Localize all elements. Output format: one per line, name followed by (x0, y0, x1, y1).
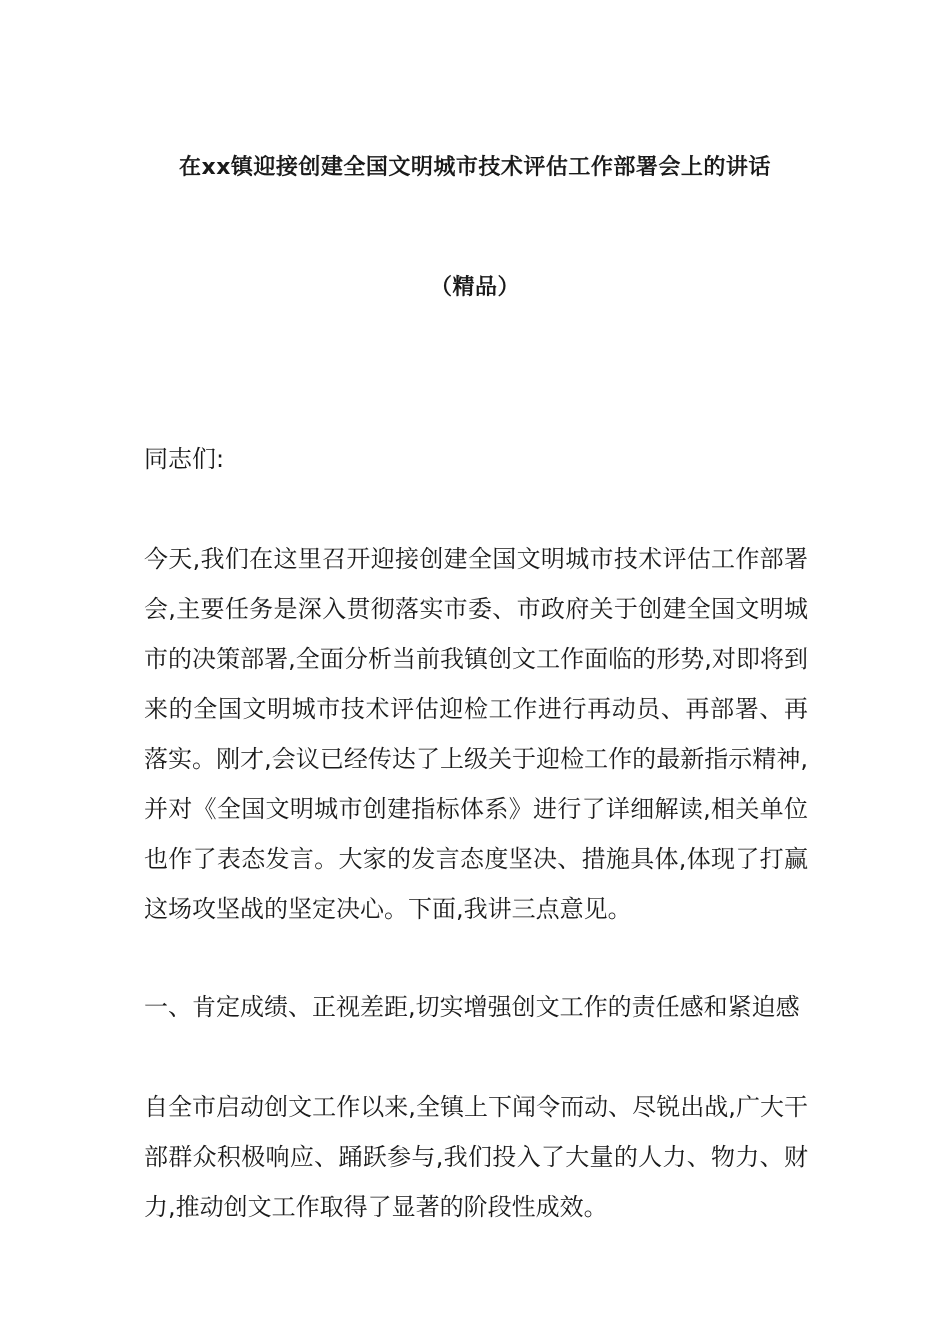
paragraph-section-1: 自全市启动创文工作以来,全镇上下闻令而动、尽锐出战,广大干部群众积极响应、踊跃参与,我们投入了大量的人力、物力、财力,推动创文工作取得了显著的阶段性成效。 (144, 1093, 808, 1221)
document-title: 在xx镇迎接创建全国文明城市技术评估工作部署会上的讲话 (179, 155, 771, 180)
paragraph-opening: 今天,我们在这里召开迎接创建全国文明城市技术评估工作部署会,主要任务是深入贯彻落实市委、市政府关于创建全国文明城市的决策部署,全面分析当前我镇创文工作面临的形势,对即将到来的全国文明城市技术评估迎检工作进行再动员、再部署、再落实。刚才,会议已经传达了上级关于迎检工作的最新指示精神,并对《全国文明城市创建指标体系》进行了详细解读,相关单位也作了表态发言。大家的发言态度坚决、措施具体,体现了打赢这场攻坚战的坚定决心。下面,我讲三点意见。 (144, 545, 808, 923)
salutation: 同志们: (144, 445, 225, 473)
section-heading: 一、肯定成绩、正视差距,切实增强创文工作的责任感和紧迫感 (144, 993, 800, 1021)
document-subtitle: （精品） (429, 275, 520, 300)
